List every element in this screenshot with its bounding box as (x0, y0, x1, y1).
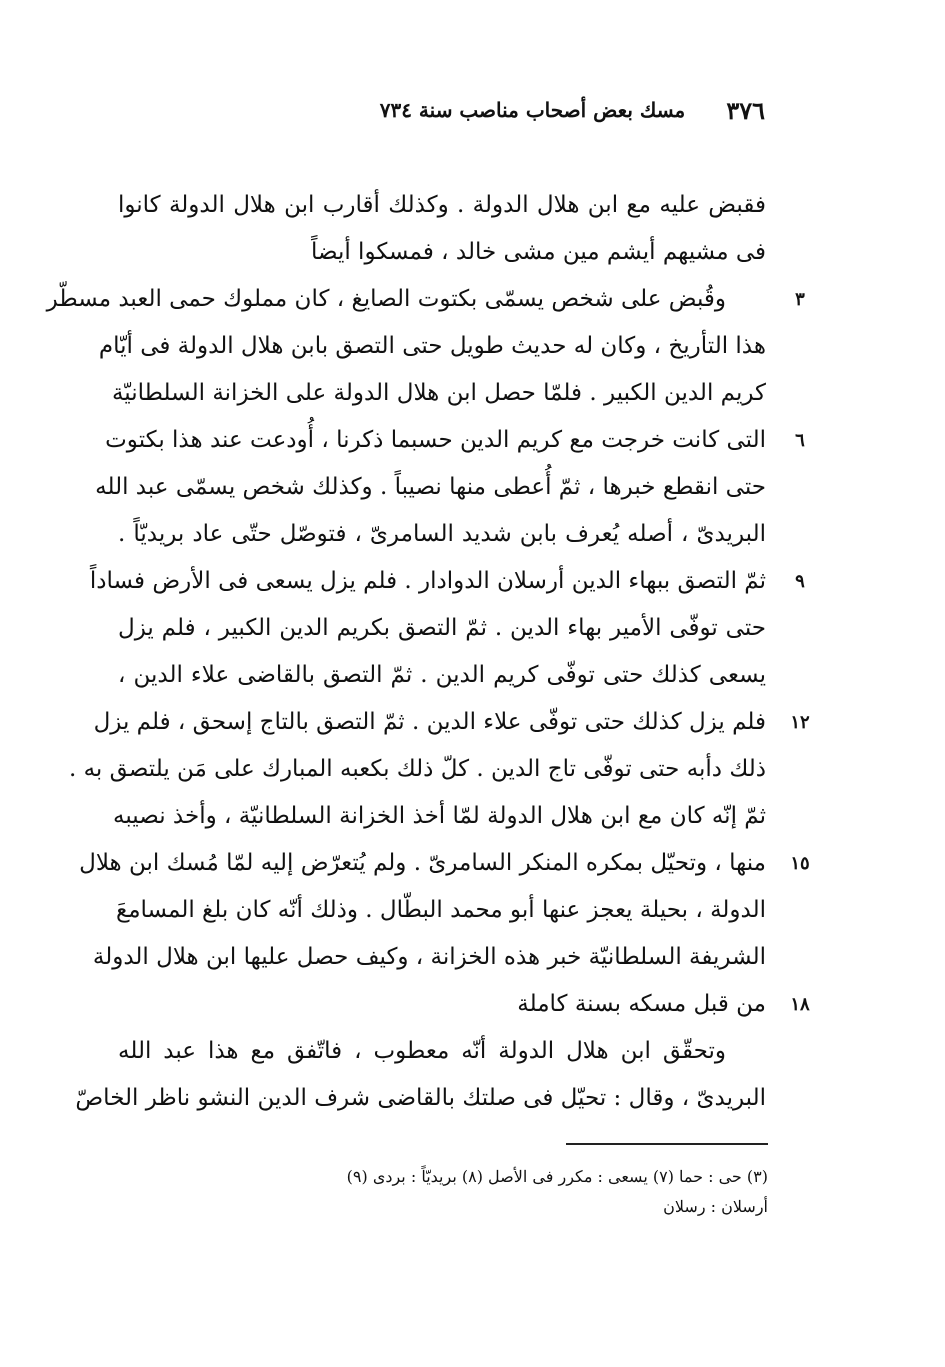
text-line: ذلك دأبه حتى توفّى تاج الدين . كلّ ذلك بكعبه المبارك على مَن يلتصق به . (68, 756, 766, 782)
text-line: فقبض عليه مع ابن هلال الدولة . وكذلك أقارب ابن هلال الدولة كانوا (118, 192, 766, 218)
text-line: حتى انقطع خبرها ، ثمّ أُعطى منها نصيباً . وكذلك شخص يسمّى عبد الله (95, 474, 766, 500)
text-line: حتى توفّى الأمير بهاء الدين . ثمّ التصق بكريم الدين الكبير ، فلم يزل (118, 615, 766, 641)
line-number: ٩ (795, 571, 805, 592)
text-line: الدولة ، بحيلة يعجز عنها أبو محمد البطّال . وذلك أنّه كان بلغ المسامعَ (115, 897, 766, 923)
text-line: منها ، وتحيّل بمكره المنكر السامرىّ . ولم يُتعرّض إليه لمّا مُسك ابن هلال (79, 850, 766, 876)
line-number: ٦ (795, 430, 805, 451)
footnotes (118, 1162, 768, 1222)
page-number: ٣٧٦ (726, 96, 765, 125)
footnote-separator (566, 1143, 768, 1145)
line-number: ١٢ (790, 712, 810, 733)
text-line: فى مشيهم أيشم مين مشى خالد ، فمسكوا أيضاً (311, 239, 766, 265)
text-line: ثمّ إنّه كان مع ابن هلال الدولة لمّا أخذ الخزانة السلطانيّة ، وأخذ نصيبه (113, 803, 766, 829)
footnote-line: أرسلان : رسلان (663, 1197, 768, 1216)
running-title: مسك بعض أصحاب مناصب سنة ٧٣٤ (379, 98, 686, 122)
line-number: ١٨ (790, 994, 810, 1015)
text-line: يسعى كذلك حتى توفّى كريم الدين . ثمّ التصق بالقاضى علاء الدين ، (118, 662, 766, 688)
text-line: هذا التأريخ ، وكان له حديث طويل حتى التصق بابن هلال الدولة فى أيّام (98, 333, 766, 359)
line-number: ٣ (795, 289, 805, 310)
main-text (46, 182, 766, 1122)
text-line: وتحقّق ابن هلال الدولة أنّه معطوب ، فاتّفق مع هذا عبد الله (118, 1038, 726, 1064)
line-number: ١٥ (790, 853, 810, 874)
text-line: التى كانت خرجت مع كريم الدين حسبما ذكرنا ، أُودعت عند هذا بكتوت (105, 427, 766, 453)
text-line: فلم يزل كذلك حتى توفّى علاء الدين . ثمّ التصق بالتاج إسحق ، فلم يزل (93, 709, 766, 735)
text-line: من قبل مسكه بسنة كاملة (517, 991, 766, 1017)
text-line: البريدىّ ، أصله يُعرف بابن شديد السامرىّ ، فتوصّل حتّى عاد بريديّاً . (118, 521, 766, 547)
text-line: كريم الدين الكبير . فلمّا حصل ابن هلال الدولة على الخزانة السلطانيّة (111, 380, 766, 406)
text-line: وقُبض على شخص يسمّى بكتوت الصايغ ، كان مملوك حمى العبد مسطّر (46, 286, 726, 312)
text-line: الشريفة السلطانيّة خبر هذه الخزانة ، وكيف حصل عليها ابن هلال الدولة (92, 944, 766, 970)
text-line: ثمّ التصق ببهاء الدين أرسلان الدوادار . فلم يزل يسعى فى الأرض فساداً (89, 568, 766, 594)
footnote-line: (٣) حى : حما (٧) يسعى : مكرر فى الأصل (٨) بريديّاً : بردى (٩) (346, 1167, 768, 1186)
text-line: البريدىّ ، وقال : تحيّل فى صلتك بالقاضى شرف الدين النشو ناظر الخاصّ (75, 1085, 766, 1111)
